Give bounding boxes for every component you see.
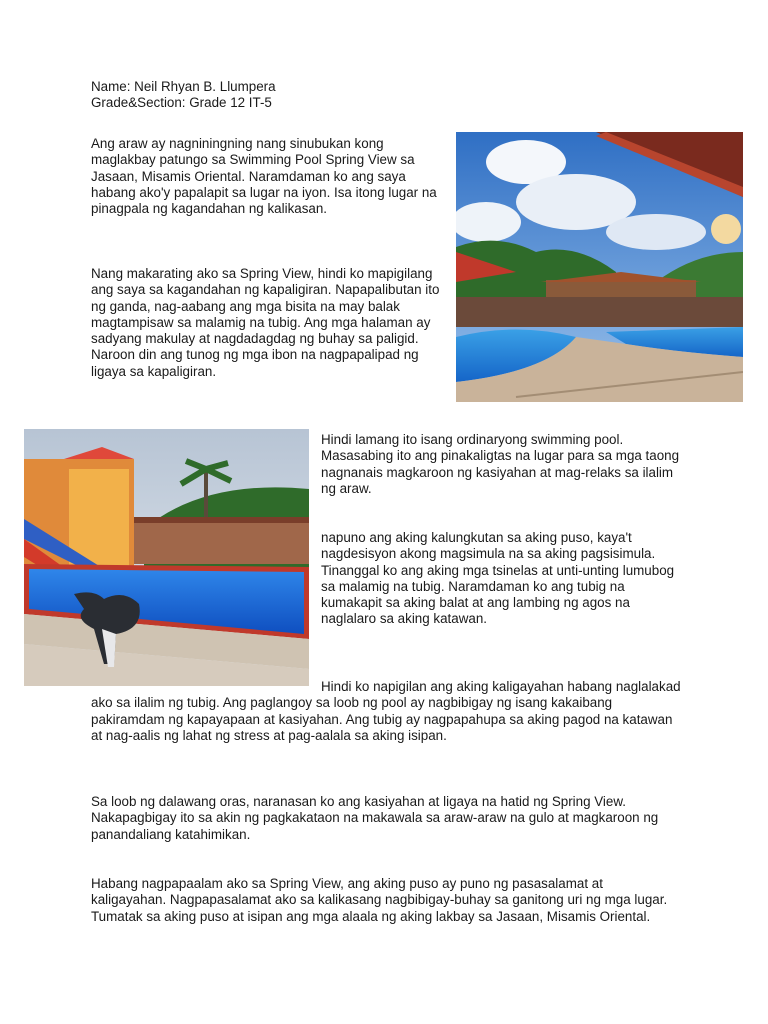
paragraph-4: napuno ang aking kalungkutan sa aking puso, kaya't nagdesisyon akong magsimula na sa aking pagsisimula. Tinanggal ko ang aking mga tsinelas at unti-unting lumubog sa malamig na tubig. Naramdaman ko ang tubig na kumakapit sa aking balat at ang lambing ng agos na naglalaro sa aking katawan.: [321, 530, 675, 627]
student-header: [91, 79, 276, 112]
paragraph-5: [91, 679, 681, 744]
student-name: Name: Neil Rhyan B. Llumpera: [91, 79, 276, 94]
spring-view-pool-photo-2: [24, 429, 309, 686]
paragraph-6: Sa loob ng dalawang oras, naranasan ko ang kasiyahan at ligaya na hatid ng Spring View. Nakapagbigay ito sa akin ng pagkakataon na makawala sa araw-araw na gulo at magkaroon ng panandaliang katahimikan.: [91, 794, 659, 842]
paragraph-1: Ang araw ay nagniningning nang sinubukan kong maglakbay patungo sa Swimming Pool Spring View sa Jasaan, Misamis Oriental. Naramdaman ko ang saya habang ako'y papalapit sa lugar na iyon. Isa itong lugar na pinagpala ng kagandahan ng kalikasan.: [91, 136, 437, 217]
paragraph-3: Hindi lamang ito isang ordinaryong swimming pool. Masasabing ito ang pinakaligtas na lugar para sa mga taong nagnanais magkaroon ng kasiyahan at mag-relaks sa ilalim ng araw.: [321, 432, 680, 496]
paragraph-2: Nang makarating ako sa Spring View, hindi ko mapigilang ang saya sa kagandahan ng kapaligiran. Napapalibutan ito ng ganda, nag-aabang ang mga bisita na may balak magtampisaw sa malamig na tubig. Ang mga halaman ay sadyang makulay at nagdadagdag ng buhay sa paligid. Naroon din ang tunog ng mga ibon na nagpapalipad ng ligaya sa kapaligiran.: [91, 266, 440, 379]
paragraph-7: Habang nagpapaalam ako sa Spring View, ang aking puso ay puno ng pasasalamat at kaligayahan. Nagpapasalamat ako sa kalikasang nagbibigay-buhay sa ganitong uri ng mga lugar. Tumatak sa aking puso at isipan ang mga alaala ng aking lakbay sa Jasaan, Misamis Oriental.: [91, 876, 668, 924]
paragraph-5-text: Hindi ko napigilan ang aking kaligayahan habang naglalakad ako sa ilalim ng tubig. Ang paglangoy sa loob ng pool ay nagbibigay ng isang kakaibang pakiramdam ng kapayapaan at kasiyahan. Ang tubig ay nagpapahupa sa aking pagod na katawan at nag-aalis ng lahat ng stress at pag-aalala sa aking isipan.: [91, 679, 681, 743]
grade-section: Grade&Section: Grade 12 IT-5: [91, 95, 272, 111]
spring-view-pool-photo-1: [456, 132, 743, 402]
